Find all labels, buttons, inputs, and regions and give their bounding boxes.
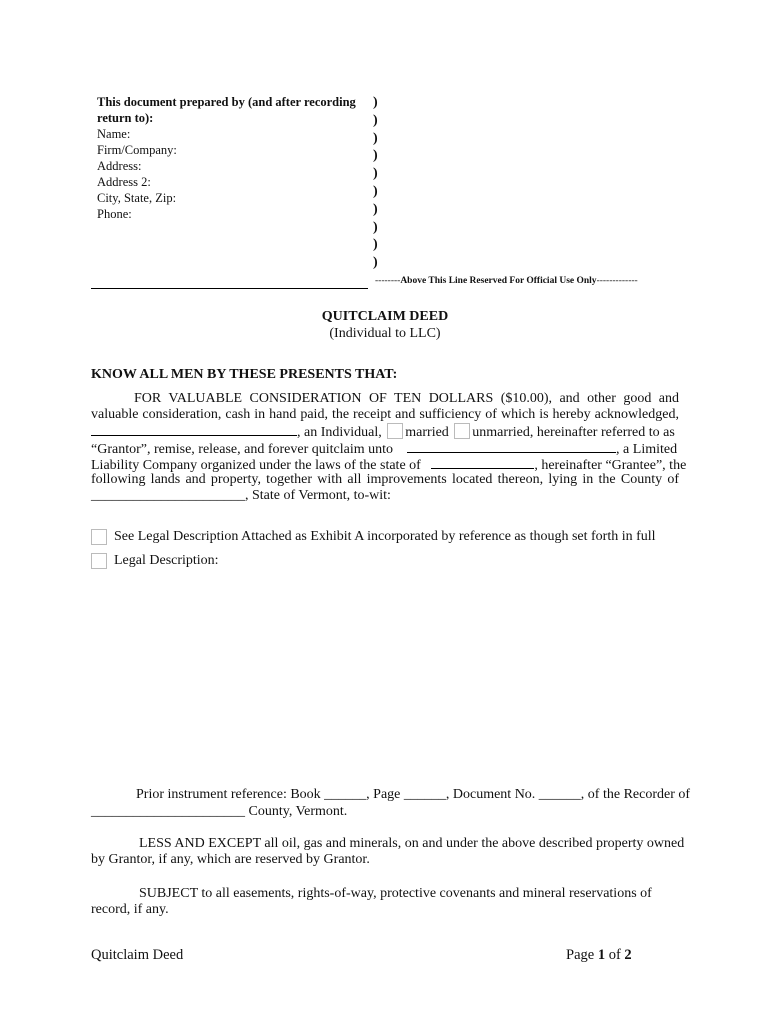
- page-word: Page: [566, 947, 595, 963]
- body-line-1: [91, 391, 679, 408]
- document-title: QUITCLAIM DEED: [321, 309, 449, 324]
- bracket: ): [373, 237, 378, 253]
- prior-instrument-line-1: [91, 787, 691, 804]
- reserved-dashes-left: --------: [375, 276, 401, 286]
- preparer-phone-label: Phone:: [97, 207, 132, 221]
- body-line-1-text: FOR VALUABLE CONSIDERATION OF TEN DOLLARS ($10.00), and other good and: [134, 391, 679, 406]
- page-total: 2: [624, 947, 632, 963]
- preparer-heading-line1: This document prepared by (and after recording: [97, 95, 356, 109]
- document-subtitle: (Individual to LLC): [329, 326, 441, 341]
- preparer-signature-line: [91, 288, 368, 289]
- llc-state-field[interactable]: [431, 456, 534, 469]
- less-except-line-2: by Grantor, if any, which are reserved by Grantor.: [91, 852, 370, 867]
- married-checkbox[interactable]: [387, 423, 403, 439]
- exhibit-a-label: See Legal Description Attached as Exhibit A incorporated by reference as though set forth in full: [114, 529, 656, 544]
- preparer-name-label: Name:: [97, 127, 131, 141]
- unmarried-label: unmarried, hereinafter referred to as: [472, 425, 675, 440]
- official-use-line: [375, 276, 638, 286]
- body-line-7: ______________________, State of Vermont, to-wit:: [91, 488, 391, 503]
- of-word: of: [608, 947, 621, 963]
- prior-instrument-text: Prior instrument reference: Book ______, Page ______, Document No. ______, of the Recorder of: [136, 787, 691, 802]
- bracket: ): [373, 112, 378, 128]
- grantee-name-field[interactable]: [407, 440, 616, 453]
- exhibit-a-checkbox[interactable]: [91, 529, 107, 545]
- preparer-city-state-zip-label: City, State, Zip:: [97, 191, 177, 205]
- bracket: ): [373, 130, 378, 146]
- less-except-text: LESS AND EXCEPT all oil, gas and minerals, on and under the above described property owned: [139, 836, 685, 851]
- preparer-firm-label: Firm/Company:: [97, 143, 177, 157]
- body-line-2: valuable consideration, cash in hand paid, the receipt and sufficiency of which is hereby acknowledged,: [91, 407, 679, 422]
- bracket-column: [373, 94, 385, 272]
- individual-label: , an Individual,: [297, 425, 382, 440]
- legal-description-checkbox[interactable]: [91, 553, 107, 569]
- reserved-dashes-right: -------------: [596, 276, 638, 286]
- bracket: ): [373, 95, 378, 110]
- limited-text: , a Limited: [616, 442, 678, 457]
- bracket: ): [373, 219, 378, 235]
- legal-description-label: Legal Description:: [114, 553, 219, 568]
- subject-to-line-2: record, if any.: [91, 902, 169, 917]
- bracket: ): [373, 255, 378, 271]
- less-except-line-1: [91, 836, 685, 853]
- body-line-3: [91, 423, 679, 442]
- married-label: married: [405, 425, 449, 440]
- body-line-6: following lands and property, together with all improvements located thereon, lying in the County of: [91, 472, 679, 487]
- preparer-heading-line2: return to):: [97, 111, 154, 125]
- page-current: 1: [597, 947, 606, 963]
- preparer-address2-label: Address 2:: [97, 175, 151, 189]
- prior-instrument-line-2: ______________________ County, Vermont.: [91, 804, 348, 819]
- llc-state-text: Liability Company organized under the laws of the state of: [91, 458, 421, 473]
- bracket: ): [373, 183, 378, 199]
- grantee-text: , hereinafter “Grantee”, the: [534, 458, 687, 473]
- bracket: ): [373, 148, 378, 164]
- bracket: ): [373, 201, 378, 217]
- page-number: [566, 947, 632, 964]
- footer-title: Quitclaim Deed: [91, 947, 184, 963]
- intro-heading: KNOW ALL MEN BY THESE PRESENTS THAT:: [91, 367, 398, 382]
- preparer-address-label: Address:: [97, 159, 142, 173]
- reserved-text: Above This Line Reserved For Official Use Only: [400, 276, 597, 286]
- quitclaim-unto-text: “Grantor”, remise, release, and forever quitclaim unto: [91, 442, 394, 457]
- grantor-name-field[interactable]: [91, 423, 297, 436]
- preparer-block: [97, 94, 367, 222]
- unmarried-checkbox[interactable]: [454, 423, 470, 439]
- subject-to-line-1: SUBJECT to all easements, rights-of-way, protective covenants and mineral reservations of: [139, 886, 652, 901]
- bracket: ): [373, 166, 378, 182]
